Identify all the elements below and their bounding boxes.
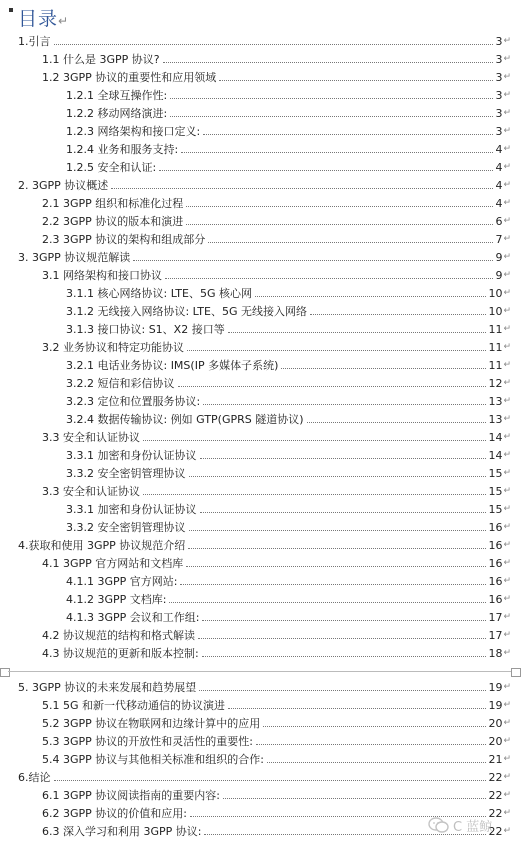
toc-page-number: 3 [495, 35, 503, 48]
dot-leader [189, 476, 487, 477]
paragraph-mark-icon: ↵ [503, 36, 511, 46]
toc-page-number: 20 [488, 717, 503, 730]
toc-entry[interactable] [42, 70, 511, 85]
toc-entry-label: 4.3 协议规范的更新和版本控制: [42, 647, 199, 660]
toc-page-number: 15 [488, 485, 503, 498]
paragraph-mark-icon: ↵ [503, 342, 511, 352]
toc-page-number: 9 [495, 269, 503, 282]
toc-entry-label: 5.2 3GPP 协议在物联网和边缘计算中的应用 [42, 717, 261, 730]
toc-entry-label: 3. 3GPP 协议规范解读 [18, 251, 131, 264]
paragraph-mark-icon: ↵ [503, 594, 511, 604]
dot-leader [170, 98, 493, 99]
toc-entry[interactable] [42, 232, 511, 247]
dot-leader [310, 314, 486, 315]
toc-page-number: 3 [495, 89, 503, 102]
dot-leader [202, 656, 487, 657]
toc-entry-label: 3.1.2 无线接入网络协议: LTE、5G 无线接入网络 [66, 305, 307, 318]
dot-leader [198, 638, 486, 639]
toc-entry-label: 1.2.2 移动网络演进: [66, 107, 168, 120]
toc-page-number: 3 [495, 107, 503, 120]
toc-entry[interactable] [66, 88, 511, 103]
toc-entry[interactable] [42, 716, 511, 731]
paragraph-mark-icon: ↵ [503, 162, 511, 172]
toc-entry-label: 3.3 安全和认证协议 [42, 485, 140, 498]
paragraph-mark-icon: ↵ [503, 324, 511, 334]
toc-page-number: 16 [488, 521, 503, 534]
dot-leader [181, 152, 493, 153]
toc-entry-label: 4.1.2 3GPP 文档库: [66, 593, 167, 606]
toc-entry[interactable] [66, 502, 511, 517]
dot-leader [133, 260, 493, 261]
page-break-separator [0, 668, 521, 676]
dot-leader [267, 762, 486, 763]
toc-entry-label: 3.1.3 接口协议: S1、X2 接口等 [66, 323, 225, 336]
dot-leader [203, 404, 486, 405]
paragraph-mark-icon: ↵ [503, 630, 511, 640]
paragraph-mark-icon: ↵ [503, 126, 511, 136]
paragraph-mark-icon: ↵ [503, 576, 511, 586]
paragraph-mark-icon: ↵ [503, 808, 511, 818]
toc-page-number: 4 [495, 179, 503, 192]
toc-entry[interactable] [42, 340, 511, 355]
paragraph-mark-icon: ↵ [503, 234, 511, 244]
dot-leader [255, 296, 486, 297]
toc-entry-label: 1.2.1 全球互操作性: [66, 89, 168, 102]
dot-leader [228, 708, 486, 709]
dot-leader [228, 332, 487, 333]
toc-page-number: 18 [488, 647, 503, 660]
toc-entry[interactable] [18, 178, 511, 193]
toc-entry[interactable] [42, 734, 511, 749]
toc-page-number: 15 [488, 503, 503, 516]
paragraph-mark-icon: ↵ [503, 504, 511, 514]
toc-entry[interactable] [42, 752, 511, 767]
page-corner-left-icon [0, 668, 10, 677]
toc-entry[interactable] [42, 646, 511, 661]
paragraph-mark-icon: ↵ [503, 180, 511, 190]
dot-leader [54, 44, 494, 45]
paragraph-mark-icon: ↵ [503, 648, 511, 658]
toc-page-number: 16 [488, 575, 503, 588]
toc-entry-label: 3.2.1 电话业务协议: IMS(IP 多媒体子系统) [66, 359, 279, 372]
dot-leader [223, 798, 486, 799]
toc-entry[interactable] [18, 34, 511, 49]
paragraph-mark-icon: ↵ [503, 252, 511, 262]
toc-heading [18, 4, 69, 31]
dot-leader [111, 188, 493, 189]
paragraph-mark-icon: ↵ [503, 288, 511, 298]
toc-entry-label: 3.3.2 安全密钥管理协议 [66, 467, 186, 480]
paragraph-mark-icon: ↵ [503, 270, 511, 280]
toc-entry-label: 4.1.3 3GPP 会议和工作组: [66, 611, 200, 624]
toc-entry[interactable] [42, 628, 511, 643]
toc-page-number: 19 [488, 699, 503, 712]
dot-leader [186, 566, 486, 567]
paragraph-mark-icon: ↵ [503, 700, 511, 710]
toc-page-number: 17 [488, 611, 503, 624]
toc-entry[interactable] [66, 574, 511, 589]
toc-page-number: 17 [488, 629, 503, 642]
toc-entry[interactable] [18, 770, 511, 785]
toc-entry[interactable] [42, 52, 511, 67]
dot-leader [256, 744, 486, 745]
toc-entry-label: 2.3 3GPP 协议的架构和组成部分 [42, 233, 206, 246]
toc-entry-label: 3.3 安全和认证协议 [42, 431, 140, 444]
toc-entry[interactable] [42, 196, 511, 211]
dot-leader [163, 62, 494, 63]
toc-page-number: 13 [488, 395, 503, 408]
toc-entry[interactable] [66, 286, 511, 301]
dot-leader [281, 368, 486, 369]
dot-leader [187, 350, 486, 351]
toc-entry[interactable] [66, 520, 511, 535]
toc-page-number: 3 [495, 71, 503, 84]
toc-page-number: 3 [495, 125, 503, 138]
toc-entry-label: 3.1 网络架构和接口协议 [42, 269, 162, 282]
toc-page-number: 3 [495, 53, 503, 66]
paragraph-mark-icon: ↵ [58, 14, 70, 28]
dot-leader [178, 386, 487, 387]
paragraph-mark-icon: ↵ [503, 718, 511, 728]
toc-entry[interactable] [42, 268, 511, 283]
paragraph-mark-icon: ↵ [503, 378, 511, 388]
toc-page-number: 16 [488, 539, 503, 552]
toc-page-number: 4 [495, 143, 503, 156]
toc-entry[interactable] [66, 448, 511, 463]
toc-entry-label: 4.获取和使用 3GPP 协议规范介绍 [18, 539, 186, 552]
toc-page-number: 11 [488, 341, 503, 354]
toc-entry[interactable] [66, 358, 511, 373]
dot-leader [180, 584, 486, 585]
dot-leader [200, 512, 487, 513]
paragraph-mark-icon: ↵ [503, 432, 511, 442]
paragraph-mark-icon: ↵ [503, 540, 511, 550]
toc-entry-label: 1.2.3 网络架构和接口定义: [66, 125, 201, 138]
toc-entry-label: 6.2 3GPP 协议的价值和应用: [42, 807, 187, 820]
toc-page-number: 19 [488, 681, 503, 694]
paragraph-mark-icon: ↵ [503, 468, 511, 478]
toc-page-number: 10 [488, 287, 503, 300]
toc-entry-label: 4.1 3GPP 官方网站和文档库 [42, 557, 184, 570]
toc-entry[interactable] [42, 788, 511, 803]
dot-leader [186, 206, 493, 207]
toc-entry[interactable] [18, 680, 511, 695]
toc-entry-label: 2.1 3GPP 组织和标准化过程 [42, 197, 184, 210]
paragraph-mark-icon: ↵ [503, 450, 511, 460]
toc-entry[interactable] [66, 610, 511, 625]
toc-entry-label: 4.2 协议规范的结构和格式解读 [42, 629, 195, 642]
toc-entry-label: 3.2.4 数据传输协议: 例如 GTP(GPRS 隧道协议) [66, 413, 304, 426]
toc-entry[interactable] [66, 412, 511, 427]
toc-page-number: 22 [488, 825, 503, 838]
toc-page-number: 14 [488, 449, 503, 462]
toc-entry-label: 1.引言 [18, 35, 51, 48]
toc-page-number: 21 [488, 753, 503, 766]
paragraph-mark-icon: ↵ [503, 826, 511, 836]
toc-page-number: 4 [495, 197, 503, 210]
toc-entry-label: 5.3 3GPP 协议的开放性和灵活性的重要性: [42, 735, 253, 748]
toc-page-number: 16 [488, 557, 503, 570]
paragraph-mark-icon: ↵ [503, 108, 511, 118]
paragraph-mark-icon: ↵ [503, 736, 511, 746]
toc-page-number: 22 [488, 807, 503, 820]
toc-page-number: 16 [488, 593, 503, 606]
dot-leader [200, 458, 487, 459]
dot-leader [159, 170, 493, 171]
toc-page-number: 22 [488, 771, 503, 784]
paragraph-mark-icon: ↵ [503, 522, 511, 532]
toc-page-number: 12 [488, 377, 503, 390]
toc-entry[interactable] [66, 304, 511, 319]
toc-entry[interactable] [66, 394, 511, 409]
toc-page-number: 22 [488, 789, 503, 802]
paragraph-mark-icon: ↵ [503, 198, 511, 208]
paragraph-mark-icon: ↵ [503, 612, 511, 622]
dot-leader [143, 440, 486, 441]
paragraph-mark-icon: ↵ [503, 396, 511, 406]
dot-leader [165, 278, 493, 279]
toc-entry[interactable] [66, 106, 511, 121]
toc-entry-label: 1.1 什么是 3GPP 协议? [42, 53, 160, 66]
paragraph-mark-icon: ↵ [503, 772, 511, 782]
toc-entry-label: 2.2 3GPP 协议的版本和演进 [42, 215, 184, 228]
toc-entry[interactable] [18, 250, 511, 265]
dot-leader [169, 602, 486, 603]
toc-entry-label: 6.结论 [18, 771, 51, 784]
page-break-line [8, 671, 513, 672]
paragraph-mark-icon: ↵ [503, 754, 511, 764]
dot-leader [188, 548, 486, 549]
dot-leader [263, 726, 486, 727]
watermark [428, 814, 518, 836]
dot-leader [189, 530, 487, 531]
paragraph-mark-icon: ↵ [503, 54, 511, 64]
toc-page-number: 7 [495, 233, 503, 246]
toc-entry-label: 3.1.1 核心网络协议: LTE、5G 核心网 [66, 287, 252, 300]
toc-entry-label: 3.2.2 短信和彩信协议 [66, 377, 175, 390]
toc-entry[interactable] [66, 160, 511, 175]
paragraph-mark-icon: ↵ [503, 90, 511, 100]
toc-entry-label: 1.2.4 业务和服务支持: [66, 143, 179, 156]
paragraph-mark-icon: ↵ [503, 682, 511, 692]
toc-entry-label: 5.1 5G 和新一代移动通信的协议演进 [42, 699, 226, 712]
dot-leader [202, 620, 486, 621]
toc-page-number: 6 [495, 215, 503, 228]
dot-leader [170, 116, 493, 117]
toc-page-number: 13 [488, 413, 503, 426]
toc-entry-label: 3.2 业务协议和特定功能协议 [42, 341, 184, 354]
paragraph-mark-icon: ↵ [503, 72, 511, 82]
toc-entry[interactable] [18, 538, 511, 553]
toc-entry[interactable] [42, 484, 511, 499]
paragraph-mark-icon: ↵ [503, 144, 511, 154]
toc-entry[interactable] [42, 430, 511, 445]
toc-page-number: 4 [495, 161, 503, 174]
dot-leader [208, 242, 493, 243]
dot-leader [219, 80, 493, 81]
toc-entry[interactable] [42, 698, 511, 713]
watermark-text: C 蓝鲸 [453, 819, 493, 835]
paragraph-mark-icon: ↵ [503, 306, 511, 316]
dot-leader [203, 134, 493, 135]
paragraph-mark-icon: ↵ [503, 790, 511, 800]
toc-page-number: 14 [488, 431, 503, 444]
toc-entry-label: 1.2.5 安全和认证: [66, 161, 157, 174]
dot-leader [199, 690, 486, 691]
dot-leader [307, 422, 487, 423]
toc-entry[interactable] [66, 124, 511, 139]
toc-entry[interactable] [66, 376, 511, 391]
toc-entry-label: 6.3 深入学习和利用 3GPP 协议: [42, 825, 202, 838]
toc-title-text: 目录 [18, 8, 59, 30]
toc-page-number: 10 [488, 305, 503, 318]
toc-page-number: 11 [488, 359, 503, 372]
toc-entry-label: 4.1.1 3GPP 官方网站: [66, 575, 178, 588]
page-corner-right-icon [511, 668, 521, 677]
toc-entry[interactable] [42, 214, 511, 229]
toc-entry[interactable] [66, 466, 511, 481]
wechat-logo-icon [428, 816, 450, 834]
dot-leader [186, 224, 493, 225]
toc-entry-label: 2. 3GPP 协议概述 [18, 179, 109, 192]
toc-entry-label: 3.3.1 加密和身份认证协议 [66, 449, 197, 462]
heading-bullet-marker [9, 8, 13, 12]
toc-entry[interactable] [66, 592, 511, 607]
toc-page-number: 15 [488, 467, 503, 480]
toc-entry-label: 1.2 3GPP 协议的重要性和应用领域 [42, 71, 217, 84]
toc-entry-label: 5.4 3GPP 协议与其他相关标准和组织的合作: [42, 753, 264, 766]
dot-leader [54, 780, 487, 781]
toc-entry[interactable] [66, 142, 511, 157]
toc-entry-label: 3.3.2 安全密钥管理协议 [66, 521, 186, 534]
toc-page-number: 11 [488, 323, 503, 336]
toc-entry-label: 6.1 3GPP 协议阅读指南的重要内容: [42, 789, 220, 802]
paragraph-mark-icon: ↵ [503, 414, 511, 424]
dot-leader [143, 494, 486, 495]
toc-page-number: 20 [488, 735, 503, 748]
toc-entry[interactable] [42, 556, 511, 571]
toc-entry-label: 3.2.3 定位和位置服务协议: [66, 395, 201, 408]
paragraph-mark-icon: ↵ [503, 486, 511, 496]
paragraph-mark-icon: ↵ [503, 360, 511, 370]
paragraph-mark-icon: ↵ [503, 216, 511, 226]
toc-entry-label: 5. 3GPP 协议的未来发展和趋势展望 [18, 681, 197, 694]
toc-entry[interactable] [66, 322, 511, 337]
toc-entry-label: 3.3.1 加密和身份认证协议 [66, 503, 197, 516]
paragraph-mark-icon: ↵ [503, 558, 511, 568]
toc-page-number: 9 [495, 251, 503, 264]
